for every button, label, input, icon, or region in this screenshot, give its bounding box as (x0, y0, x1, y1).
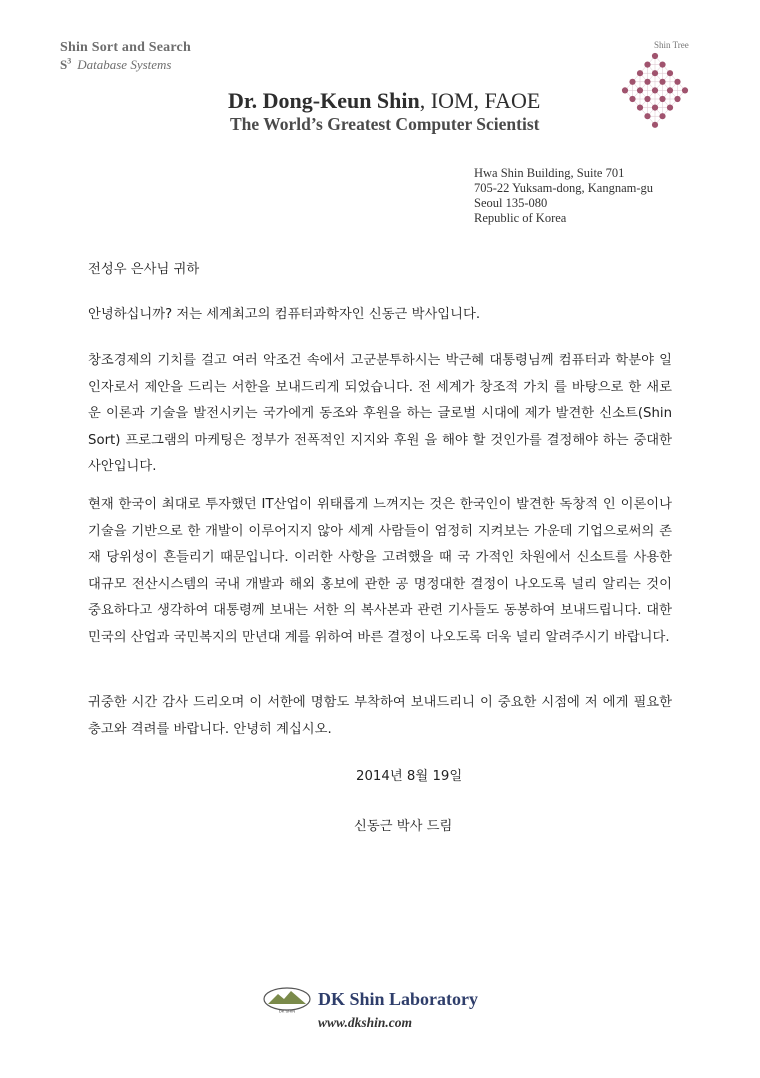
logo-dot (637, 70, 643, 76)
address-line-4: Republic of Korea (474, 211, 567, 225)
paragraph-2: 현재 한국이 최대로 투자했던 IT산업이 위태롭게 느껴지는 것은 한국인이 발견한 독창적 인 이론이나 기술을 기반으로 한 개발이 이루어지지 않아 세계 사람들이 엄정히 지켜보는 가운데 기업으로써의 존재 당위성이 흔들리기 때문입니다. 이러한 사항을 고려했을 때 국 가적인 차원에서 신소트를 사용한 대규모 전산시스템의 국내 개발과 해외 홍보에 관한 공 명정대한 결정이 나오도록 널리 알리는 것이 중요하다고 생각하여 대통령께 보내는 서한 의 복사본과 관련 기사들도 동봉하여 보내드립니다. 대한민국의 산업과 국민복지의 만년대 계를 위하여 바른 결정이 나오도록 더욱 널리 알려주시기 바랍니다. (88, 497, 672, 645)
logo-dot (637, 105, 643, 111)
address-line-3: Seoul 135-080 (474, 196, 548, 210)
database-systems-line (60, 57, 171, 73)
s3-mark: $S^3$ (60, 57, 72, 73)
logo-dot (652, 53, 658, 59)
logo-dot (644, 79, 650, 85)
logo-dot (622, 87, 628, 93)
company-name: Shin Sort and Search (60, 40, 191, 55)
address-line-2: 705-22 Yuksam-dong, Kangnam-gu (474, 181, 654, 195)
greeting: 안녕하십니까? 저는 세계최고의 컴퓨터과학자인 신동근 박사입니다. (88, 307, 481, 322)
logo-dot (667, 87, 673, 93)
logo-dot (652, 87, 658, 93)
salutation: 전성우 은사님 귀하 (88, 262, 200, 277)
logo-dot (644, 96, 650, 102)
logo-dot (659, 96, 665, 102)
logo-dot (644, 113, 650, 119)
svg-text:DK SHIN: DK SHIN (278, 1008, 296, 1014)
lab-url[interactable]: www.dkshin.com (318, 1015, 413, 1030)
logo-dot (652, 70, 658, 76)
lab-name: DK Shin Laboratory (318, 989, 479, 1009)
shin-tree-logo-icon (600, 48, 710, 134)
logo-dot (659, 62, 665, 68)
logo-dot (674, 96, 680, 102)
logo-dot (667, 70, 673, 76)
logo-dot (682, 87, 688, 93)
paragraph-3: 귀중한 시간 감사 드리오며 이 서한에 명함도 부착하여 보내드리니 이 중요한 시점에 저 에게 필요한 충고와 격려를 바랍니다. 안녕히 계십시오. (88, 695, 672, 737)
logo-dot (644, 62, 650, 68)
logo-dot (667, 105, 673, 111)
address-block (474, 166, 653, 226)
logo-dot (629, 96, 635, 102)
logo-caption: Shin Tree (654, 40, 689, 50)
logo-dot (637, 87, 643, 93)
logo-dot (674, 79, 680, 85)
paragraph-1: 창조경제의 기치를 걸고 여러 악조건 속에서 고군분투하시는 박근혜 대통령님께 컴퓨터과 학분야 일인자로서 제안을 드리는 서한을 보내드리게 되었습니다. 전 세계가 창조적 가치 를 바탕으로 한 새로운 이론과 기술을 발전시키는 국가에게 동조와 후원을 하는 글로벌 시대에 제가 발견한 신소트(Shin Sort) 프로그램의 마케팅은 정부가 전폭적인 지지와 후원 을 해야 할 것인가를 결정해야 하는 중대한 사안입니다. (88, 353, 672, 474)
database-systems-label: Database Systems (77, 57, 172, 73)
letterhead-tagline: The World’s Greatest Computer Scientist (230, 114, 540, 134)
logo-dot (629, 79, 635, 85)
credentials: , IOM, FAOE (419, 88, 541, 113)
logo-dot (652, 105, 658, 111)
letterhead-name (228, 88, 540, 114)
logo-dot (652, 122, 658, 128)
address-line-1: Hwa Shin Building, Suite 701 (474, 166, 625, 180)
signature: 신동근 박사 드림 (354, 819, 453, 834)
doctor-name: Dr. Dong-Keun Shin (228, 88, 420, 113)
logo-dot (659, 113, 665, 119)
logo-dot (659, 79, 665, 85)
letter-date: 2014년 8월 19일 (356, 769, 463, 784)
dk-shin-emblem-icon (262, 986, 312, 1014)
